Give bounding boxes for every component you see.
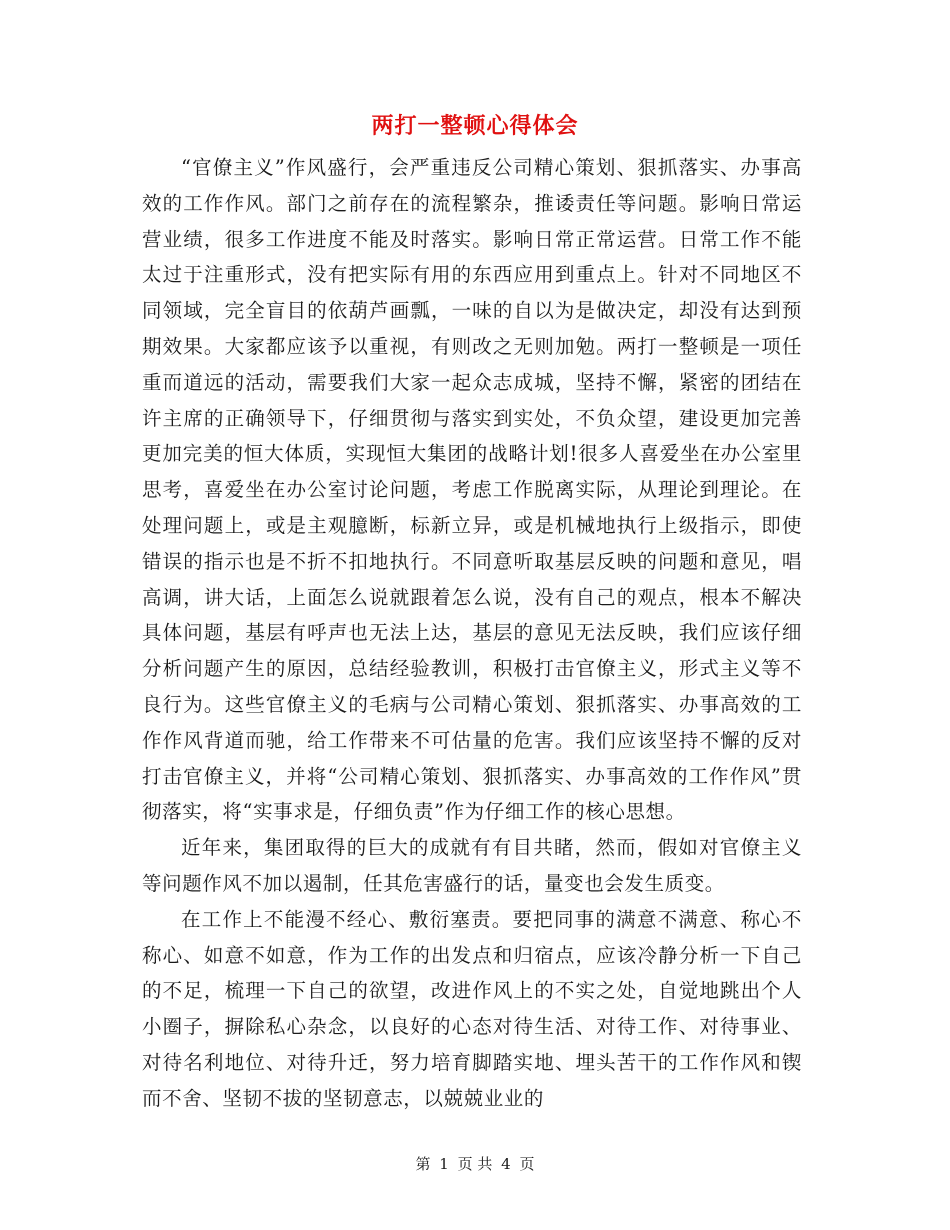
paragraph: 近年来，集团取得的巨大的成就有有目共睹，然而，假如对官僚主义等问题作风不加以遏制，任其危害盛行的话，量变也会发生质变。	[142, 836, 802, 895]
document-title: 两打一整顿心得体会	[371, 113, 579, 139]
page-number: 1	[439, 1155, 449, 1173]
page-label-mid: 页 共	[457, 1155, 493, 1173]
paragraph: “官僚主义”作风盛行，会严重违反公司精心策划、狠抓落实、办事高效的工作作风。部门之前存在的流程繁杂，推诿责任等问题。影响日常运营业绩，很多工作进度不能及时落实。影响日常正常运营。日常工作不能太过于注重形式，没有把实际有用的东西应用到重点上。针对不同地区不同领域，完全盲目的依葫芦画瓢，一味的自以为是做决定，却没有达到预期效果。大家都应该予以重视，有则改之无则加勉。两打一整顿是一项任重而道远的活动，需要我们大家一起众志成城，坚持不懈，紧密的团结在许主席的正确领导下，仔细贯彻与落实到实处，不负众望，建设更加完善更加完美的恒大体质，实现恒大集团的战略计划!很多人喜爱坐在办公室里思考，喜爱坐在办公室讨论问题，考虑工作脱离实际，从理论到理论。在处理问题上，或是主观臆断，标新立异，或是机械地执行上级指示，即使错误的指示也是不折不扣地执行。不同意听取基层反映的问题和意见，唱高调，讲大话，上面怎么说就跟着怎么说，没有自己的观点，根本不解决具体问题，基层有呼声也无法上达，基层的意见无法反映，我们应该仔细分析问题产生的原因，总结经验教训，积极打击官僚主义，形式主义等不良行为。这些官僚主义的毛病与公司精心策划、狠抓落实、办事高效的工作作风背道而驰，给工作带来不可估量的危害。我们应该坚持不懈的反对打击官僚主义，并将“公司精心策划、狠抓落实、办事高效的工作作风”贯彻落实，将“实事求是，仔细负责”作为仔细工作的核心思想。	[142, 156, 802, 824]
page-label-suffix: 页	[519, 1155, 535, 1173]
paragraph: 在工作上不能漫不经心、敷衍塞责。要把同事的满意不满意、称心不称心、如意不如意，作为工作的出发点和归宿点，应该冷静分析一下自己的不足，梳理一下自己的欲望，改进作风上的不实之处，自觉地跳出个人小圈子，摒除私心杂念，以良好的心态对待生活、对待工作、对待事业、对待名利地位、对待升迁，努力培育脚踏实地、埋头苦干的工作作风和锲而不舍、坚韧不拔的坚韧意志，以兢兢业业的	[142, 907, 802, 1110]
total-pages: 4	[501, 1155, 511, 1173]
document-body	[142, 150, 802, 1117]
page-footer	[0, 1152, 950, 1176]
page-label-prefix: 第	[415, 1155, 431, 1173]
